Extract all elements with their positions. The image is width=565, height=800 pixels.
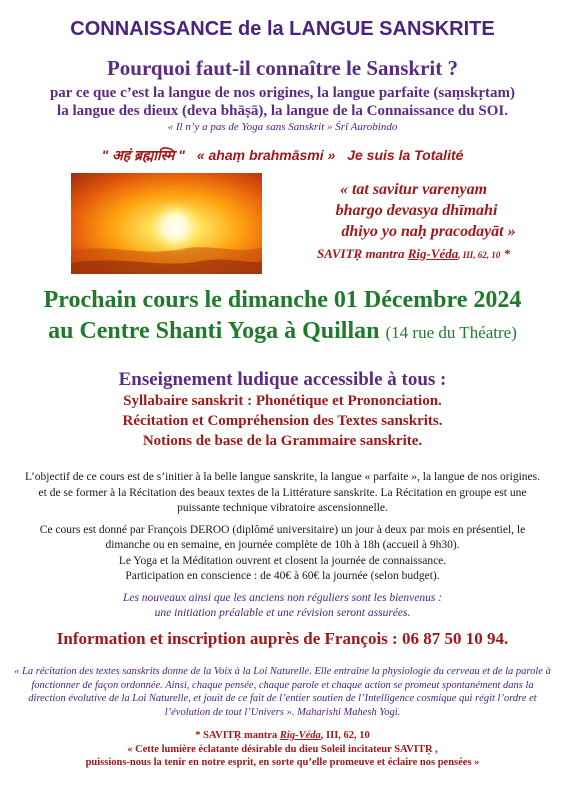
- rig-veda-link[interactable]: Rig-Véda: [407, 246, 459, 261]
- savitri-star: *: [500, 246, 511, 261]
- teaching-item: Notions de base de la Grammaire sanskrite.: [142, 433, 423, 449]
- teaching-section: [0, 368, 565, 451]
- teaching-item: Récitation et Compréhension des Textes sanskrits.: [122, 413, 443, 429]
- page-subtitle: Pourquoi faut-il connaître le Sanskrit ?: [106, 56, 458, 80]
- mahavakya-devanagari: " अहं ब्रह्मास्मि ": [101, 147, 185, 163]
- savitri-line-2: bhargo devasya dhīmahi: [335, 202, 498, 219]
- teaching-heading: Enseignement ludique accessible à tous :: [118, 369, 447, 390]
- mahavakya-translation: Je suis la Totalité: [347, 147, 464, 163]
- savitri-line-3: dhiyo yo naḥ pracodayāt »: [341, 223, 516, 240]
- footer-source: [0, 729, 565, 743]
- description-objective: L’objectif de ce cours est de s’initier à la belle langue sanskrite, la langue « parfaite », la langue de nos origines. et de se former à la Récitation des beaux textes de la Littérature sanskrite. La Récitation en groupe est une puissante technique vibratoire ascensionnelle.: [25, 471, 540, 514]
- next-course-place: [0, 318, 565, 345]
- footer-source-ref: , III, 62, 10: [320, 730, 370, 741]
- contact-line: Information et inscription auprès de François : 06 87 50 10 94.: [56, 629, 509, 648]
- footer-rig-veda-link[interactable]: Rig-Véda: [279, 730, 321, 741]
- savitri-source-ref: , III, 62, 10: [458, 250, 501, 260]
- mahavakya-translit: « ahaṃ brahmāsmi »: [196, 147, 336, 163]
- next-course-venue: au Centre Shanti Yoga à Quillan: [48, 318, 386, 344]
- mahavakya-line: [0, 146, 565, 165]
- aurobindo-quote: « Il n’y a pas de Yoga sans Sanskrit » Śrī Aurobindo: [167, 121, 398, 133]
- course-description: [22, 470, 543, 628]
- savitri-line-1: « tat savitur varenyam: [339, 181, 488, 198]
- footer-translation-1: « Cette lumière éclatante désirable du dieu Soleil incitateur SAVITṚ ,: [127, 743, 438, 755]
- description-yoga: Le Yoga et la Méditation ouvrent et closent la journée de connaissance.: [118, 554, 447, 567]
- footer-translation-2: puissions-nous la tenir en notre esprit, en sorte qu’elle promeuve et éclaire nos pensées »: [85, 757, 480, 768]
- reason-line-2: la langue des dieux (deva bhāṣā), la langue de la Connaissance du SOI.: [57, 103, 508, 119]
- savitri-source-prefix: SAVITṚ mantra: [316, 246, 408, 261]
- welcome-note-1: Les nouveaux ainsi que les anciens non réguliers sont les bienvenus :: [122, 591, 443, 604]
- savitri-source: [262, 246, 565, 262]
- reason-line-1: par ce que c’est la langue de nos origines, la langue parfaite (saṃskṛtam): [49, 85, 516, 101]
- savitri-mantra: [262, 179, 565, 262]
- sun-image: [71, 173, 262, 274]
- description-price: Participation en conscience : de 40€ à 60€ la journée (selon budget).: [125, 570, 440, 582]
- next-course-address: (14 rue du Théatre): [385, 323, 517, 342]
- footer-source-prefix: * SAVITṚ mantra: [195, 730, 280, 741]
- maharishi-quote: « La récitation des textes sanskrits donne de la Voix à la Loi Naturelle. Elle entraîne la physiologie du cerveau et de la parole à fonctionner de façon ordonnée. Ainsi, chaque pensée, chaque parole et chaque action se promeut spontanément dans la direction évolutive de la Loi Naturelle, et jouit de ce fait de l’entier soutien de l’Intelligence cosmique qui régit l’ordre et l’évolution de tout l’Univers ». Maharishi Mahesh Yogi.: [14, 666, 551, 718]
- page-title: CONNAISSANCE de la LANGUE SANSKRITE: [70, 18, 495, 40]
- teaching-item: Syllabaire sanskrit : Phonétique et Prononciation.: [123, 393, 442, 409]
- description-schedule: Ce cours est donné par François DEROO (diplômé universitaire) un jour à deux par mois en présentiel, le dimanche ou en semaine, en journée complète de 10h à 18h (accueil à 9h30).: [39, 523, 526, 551]
- next-course-date: Prochain cours le dimanche 01 Décembre 2024: [43, 287, 522, 313]
- welcome-note-2: une initiation préalable et une révision seront assurées.: [154, 607, 411, 619]
- footer-mantra: [0, 729, 565, 770]
